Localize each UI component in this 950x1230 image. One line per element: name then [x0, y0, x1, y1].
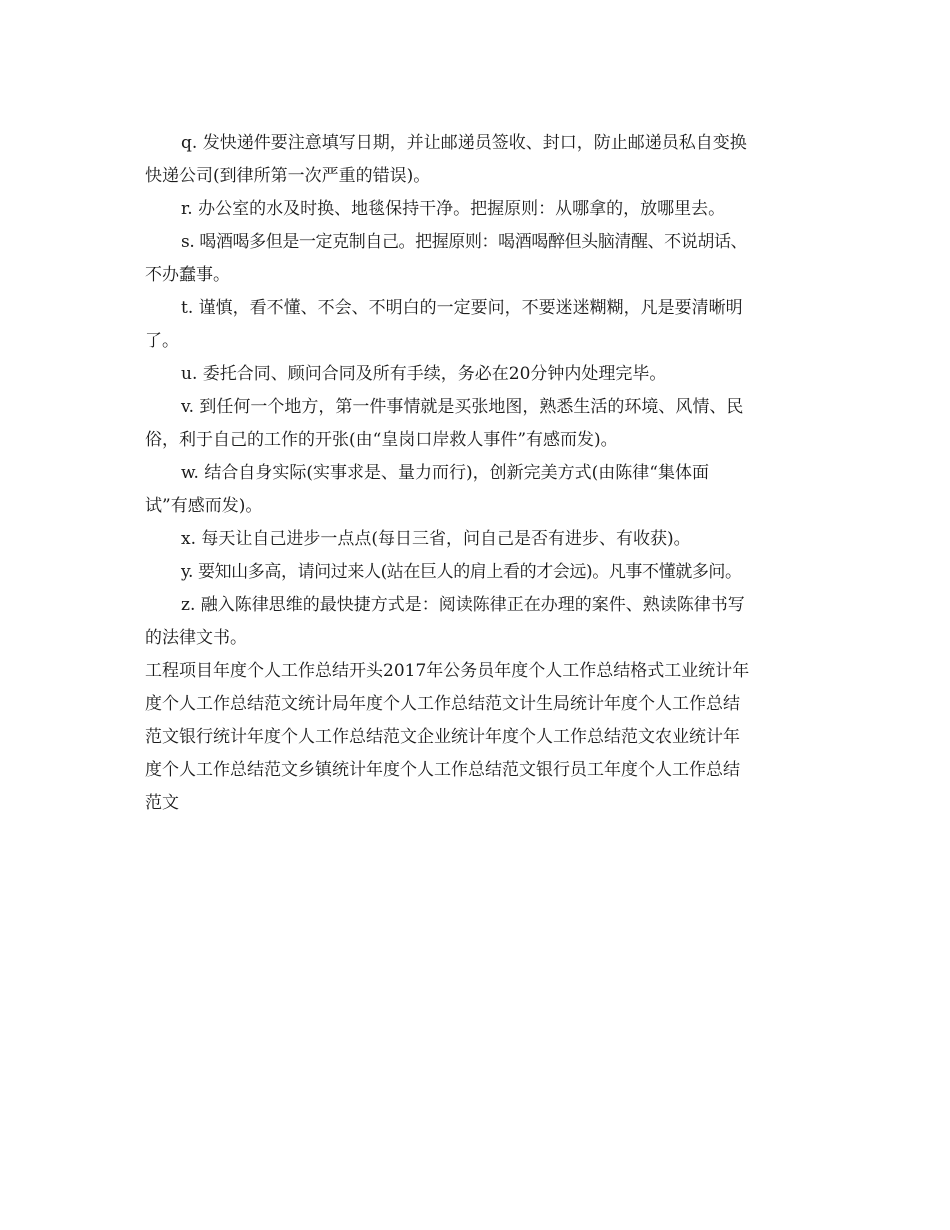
related-line-5: 范文 [145, 793, 179, 813]
item-z-line-1 [145, 589, 825, 622]
item-s-line-1 [145, 226, 825, 259]
item-t-marker: t. [181, 298, 194, 318]
item-w-marker: w. [181, 463, 199, 483]
item-x-text-1: 每天让自己进步一点点(每日三省，问自己是否有进步、有收获)。 [201, 529, 691, 549]
item-v-line-2: 俗，利于自己的工作的开张(由“皇岗口岸救人事件”有感而发)。 [145, 430, 618, 450]
item-v-line-1 [145, 391, 825, 424]
item-t-line-1 [145, 292, 825, 325]
item-y-text-1: 要知山多高，请问过来人(站在巨人的肩上看的才会远)。凡事不懂就多问。 [197, 562, 742, 582]
item-v-marker: v. [181, 397, 194, 417]
item-s-text-1: 喝酒喝多但是一定克制自己。把握原则：喝酒喝醉但头脑清醒、不说胡话、 [199, 232, 748, 252]
item-z-line-2: 的法律文书。 [145, 628, 247, 648]
item-u-marker: u. [181, 364, 198, 384]
related-line-1: 工程项目年度个人工作总结开头2017年公务员年度个人工作总结格式工业统计年 [145, 661, 750, 681]
related-line-4: 度个人工作总结范文乡镇统计年度个人工作总结范文银行员工年度个人工作总结 [145, 760, 740, 780]
item-v-text-1: 到任何一个地方，第一件事情就是买张地图，熟悉生活的环境、风情、民 [199, 397, 744, 417]
item-w-line-2: 试”有感而发)。 [145, 496, 263, 516]
item-x-marker: x. [181, 529, 196, 549]
related-line-3: 范文银行统计年度个人工作总结范文企业统计年度个人工作总结范文农业统计年 [145, 727, 740, 747]
related-line-2: 度个人工作总结范文统计局年度个人工作总结范文计生局统计年度个人工作总结 [145, 694, 740, 714]
item-y-line-1 [145, 556, 825, 589]
item-z-marker: z. [181, 595, 196, 615]
item-u-text-1: 委托合同、顾问合同及所有手续，务必在20分钟内处理完毕。 [202, 364, 667, 384]
item-q-line-2: 快递公司(到律所第一次严重的错误)。 [145, 166, 431, 186]
item-r-marker: r. [181, 199, 193, 219]
item-q-marker: q. [181, 133, 198, 153]
item-q-text-1: 发快递件要注意填写日期，并让邮递员签收、封口，防止邮递员私自变换 [202, 133, 747, 153]
item-w-line-1 [145, 457, 825, 490]
item-r-text-1: 办公室的水及时换、地毯保持干净。把握原则：从哪拿的，放哪里去。 [198, 199, 726, 219]
item-t-line-2: 了。 [145, 331, 179, 351]
item-w-text-1: 结合自身实际(实事求是、量力而行)，创新完美方式(由陈律“集体面 [204, 463, 709, 483]
item-z-text-1: 融入陈律思维的最快捷方式是：阅读陈律正在办理的案件、熟读陈律书写 [200, 595, 745, 615]
item-s-marker: s. [181, 232, 195, 252]
item-s-line-2: 不办蠢事。 [145, 265, 230, 285]
item-x-line-1 [145, 523, 825, 556]
document-body [145, 127, 825, 820]
item-t-text-1: 谨慎，看不懂、不会、不明白的一定要问，不要迷迷糊糊，凡是要清晰明 [198, 298, 743, 318]
item-u-line-1 [145, 358, 825, 391]
item-q-line-1 [145, 127, 825, 160]
item-r-line-1 [145, 193, 825, 226]
item-y-marker: y. [181, 562, 193, 582]
